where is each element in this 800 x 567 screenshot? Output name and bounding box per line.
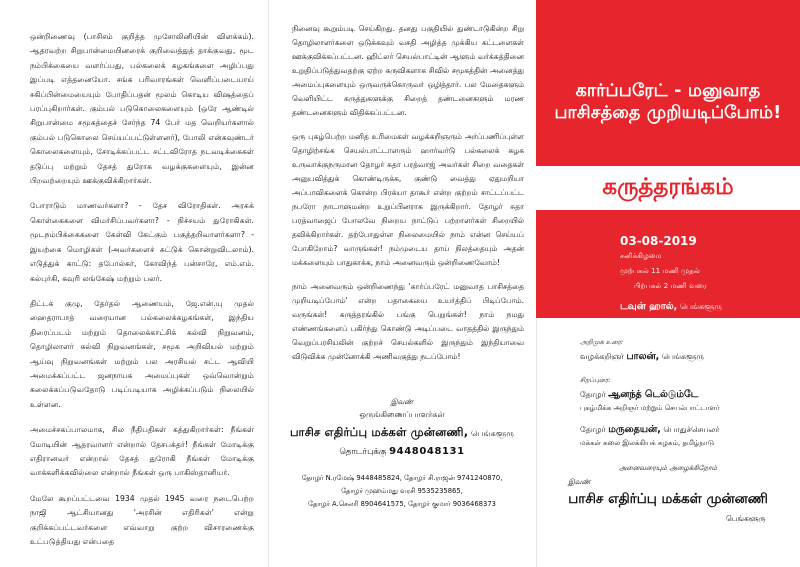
cover-red-panel [536,0,800,318]
speaker-1-name: ஆனந்த் டெல்டும்டே [608,389,699,400]
footer-org-name: பாசிச எதிர்ப்பு மக்கள் முன்னணி [568,491,768,507]
left-paragraph-4: அமைச்சகப்பாலமாக, சில நீதிபதிகள் கத்துகிறார்கள்: நீங்கள் மோடியின் ஆதரவாளர் என்றால் தேசபக்தர்! நீங்கள் மோடிக்கு எதிரானவர் என்றால் தேசத் துரோகி நீங்கள் மோடிக்கு வாக்களிக்கவில்லை என்றால் நீங்கள் ஒரு பாகிஸ்தானியர். [30,425,254,478]
intro-speaker-prefix: வழக்கறிஞர் [580,352,627,361]
all-welcome-text: அனைவரையும் அழைக்கிறோம் [618,464,718,472]
intro-role-label: அறிமுக உரை: [580,338,624,346]
venue-name: டவுன் ஹால், [620,301,678,312]
speaker-2-description: மக்கள் கலை இலக்கியக் கழகம், தமிழ்நாடு [580,439,714,447]
phone-list [268,472,536,511]
left-paragraph-5: மேலே கூறப்பட்டவை 1934 முதல் 1945 வரை நடைபெற்ற நாஜி ஆட்சியானது 'அரசின் எதிரிகள்' என்று குறிக்கப்பட்டவர்களை எவ்வாறு குற்ற விசாரணைக்கு உட்படுத்தியது என்பதை [30,493,254,546]
cover-footer [536,478,800,567]
speaker-1-prefix: தோழர் [580,390,609,399]
middle-paragraph-3: நாம் அனைவரும் ஒன்றிணைந்து 'கார்ப்பரேட் மனுவாத பாசிசத்தை முறியடிப்போம்' என்ற பதாகையை உயர்த்திப் பிடிப்போம். வருங்கள்! கருத்தரங்கில் பங்கு பெறுங்கள்! நாம் நமது எண்ணங்களைப் பகிர்ந்து கொண்டு அடிப்படை வாதத்தில் இருந்தும் வெறுப்பரசியலின் குற்றச் செயல்களில் இருந்தும் இந்தியாவை விடுவிக்க முன்னோக்கி அணிவகுத்து நடப்போம்! [292,282,524,361]
footer-ivan: இவண் [568,478,591,486]
speaker-1-description: புகழ்மிக்க அறிஞர் மற்றும் செயல்பாட்டாளர் [580,404,720,412]
speaker-2-name: மருதையன், [608,424,661,435]
middle-paragraph-2: ஒரு புகழ்பெற்ற மனித உரிமைகள் வழக்கறிஞரும் அர்ப்பணிப்புள்ள தொழிற்சங்க செயல்பாட்டாளரும் ஹார்வர்டு பல்கலைக் கழக உருவாக்குநருமான தோழர் சுதா பரத்வாஜ் அவர்கள் சிறை வதைகள் அனுபவித்துக் கொண்டிருக்க, குண்டு வைத்து ஏதுமறியா அப்பாவிகளைக் கொன்ற பிரக்யா தாகூர் என்ற குற்றம் சாட்டப்பட்ட நபரோ நாடாளுமன்ற உறுப்பினராக இருக்கிறார். தோழர் சுதா பரத்வாஜைப் போலவே நிறைய நாட்டுப் பற்றாளர்கள் சிறையில் தவிக்கிறார்கள். தற்போதுள்ள நிலைமையில் நாம் என்ன செய்யப் போகிறோம்? வாருங்கள்! நம்முடைய தாய் நிலத்தையும் அதன் மக்களையும் பாதுகாக்க, நாம் அனைவரும் ஒன்றிணைவோம்! [292,132,524,267]
left-paragraph-3: திட்டக் குழு, தேர்தல் ஆணையம், ஜே.என்.யு முதல் ஹைதராபாத் வரையான பல்கலைக்கழகங்கள், இந்திய திரைப்படம் மற்றும் தொலைக்காட்சிக் கல்வி நிறுவனம், தொழிலாளர் கல்வி நிறுவனங்கள், சமூக அறிவியல் மற்றும் ஆய்வு நிறுவனங்கள் மற்றும் பல அரசியல் சட்ட ஆவியி அமைக்கப்பட்ட ஜனநாயக அமைப்புகள் ஒவ்வொன்றும் கலைக்கப்படுவதோடு படிப்படியாக அழிக்கப்படும் நிலையில் உள்ளன. [30,298,254,409]
left-column [0,0,268,567]
contact-number: 9448048131 [389,446,465,457]
event-title [536,80,800,124]
speaker-2-role: பொதுச்செயலர் [660,425,720,434]
organizer-block [268,398,536,511]
middle-paragraph-1: நினைவு கூறும்படி செய்கிறது. தனது பகுதியில் துண்டாடுகின்ற சிறு தொழிலாளர்களை ஒடுக்கவும் வசதி அழித்த முக்கிய கட்டளைகள் ஊக்குவிக்கப்பட்டன. ஹிட்லர் செயல்பாட்டின் ஆளும் வர்க்கத்தினை உறுதிப்படுத்துவதற்கு ஏற்ற கருவிகளாக சிவில் சமூகத்தின் அனைத்து அமைப்புகளையும் ஒருவருக்கொருவர் ஒழித்தார். பல மேதைகளும் வெளியிட்ட கருத்துகளுக்கு சிறைத் தண்டனைகளும் மரண தண்டனைகளும் விதிக்கப்பட்டன. [292,24,524,117]
speaker-1 [580,389,698,401]
speaker-2-prefix: தோழர் [580,425,609,434]
intro-speaker-name: பாலன், [626,351,660,362]
event-date: 03-08-2019 [620,234,697,248]
event-time-start: முற்பகல் 11 மணி முதல் [620,266,700,275]
event-title-line-1: கார்ப்பரேட் - மனுவாத [575,81,761,101]
cover-column [536,0,800,567]
organizer-name-text: பாசிச எதிர்ப்பு மக்கள் முன்னணி, [289,425,469,439]
speaker-2 [580,424,719,436]
venue-city: பெங்களூரு [677,302,722,311]
event-venue [620,301,722,313]
intro-speaker [580,351,704,363]
organizer-city: பெங்களூரு [468,429,515,438]
contact-label: தொடர்புக்கு [339,447,387,457]
phone-line-2: தோழர் முஹம்மது வரசி 9535235865, [341,487,463,495]
event-day: சனிக்கிழமை [620,251,662,260]
left-paragraph-1: ஒன்றிணைவு (பாசிசம் குறித்த முசோலினியின் விளக்கம்). ஆதரவற்ற சிறுபான்மையினரைக் குறிவைத்துத் தாக்குவது, மூட நம்பிக்கையை வளர்ப்பது, பல்கலைக் கழகங்களை அழிப்பது இப்படி எத்தனையோ. சங்க பரிவாரங்கள் வெளிப்படையாய் சகிப்பின்மையையும் போதிப்பதன் மூலம் கொடிய விஷத்தைப் பரப்புகிறார்கள். கும்பல் படுகொலைகளையும் (ஒரே ஆண்டில் சிறுபான்மை சமூகத்தைச் சேர்ந்த 74 பேர் மத வெறியர்களால் கும்பல் படுகொலை செய்யப்பட்டுள்ளனர்), போலி என்கவுண்டர் கொலைகளையும், சோடிக்கப்பட்ட சட்டவிரோத நடவடிக்கைகள் தடுப்பு மற்றும் தேசத் துரோக வழக்குகளையும், இன்ன பிறவற்றையும் ஊக்குவிக்கிறார்கள். [30,32,254,186]
seminar-title: கருத்தரங்கம் [602,174,734,200]
footer-city: பெங்களூரு [726,514,766,523]
organizer-subtitle: ஒருங்கிணைப்பாளர்கள் [359,410,445,419]
intro-speaker-city: பெங்களூரு [659,352,704,361]
contact-line [268,446,536,458]
event-title-line-2: பாசிசத்தை முறியடிப்போம்! [554,103,782,123]
organizer-ivan: இவண் [390,398,414,406]
phone-line-1: தோழர் N.ரமேஷ் 9448485824, தோழர் சி.ராஜன் 9741240870, [301,474,503,482]
main-role-label: சிறப்புரை: [580,376,611,384]
organizer-name [268,425,536,441]
phone-line-3: தோழர் A.செலரி 8904641575, தோழர் குமார் 9036468373 [308,500,496,508]
left-paragraph-2: போராடும் மாணவர்களா? - தேச விரோதிகள். அரசுக் கொள்கைகளை விமர்சிப்பவர்களா? - நிச்சயம் துரோகிகள். மூடநம்பிக்கைகளை கேள்வி கேட்கும் பகுத்தறிவாளர்களா? - இயற்கை மொழிகள் (அவர்களைச் சுட்டுக் கொன்றுவிடலாம்). எடுத்துக் காட்டு: தபோல்கர், கோவிந்த் பன்சாரே, எம்.எம். கல்புர்கி, கவுரி லங்கேஷ் மற்றும் பலர். [30,201,254,283]
event-time-end: பிற்பகல் 2 மணி வரை [634,281,707,290]
